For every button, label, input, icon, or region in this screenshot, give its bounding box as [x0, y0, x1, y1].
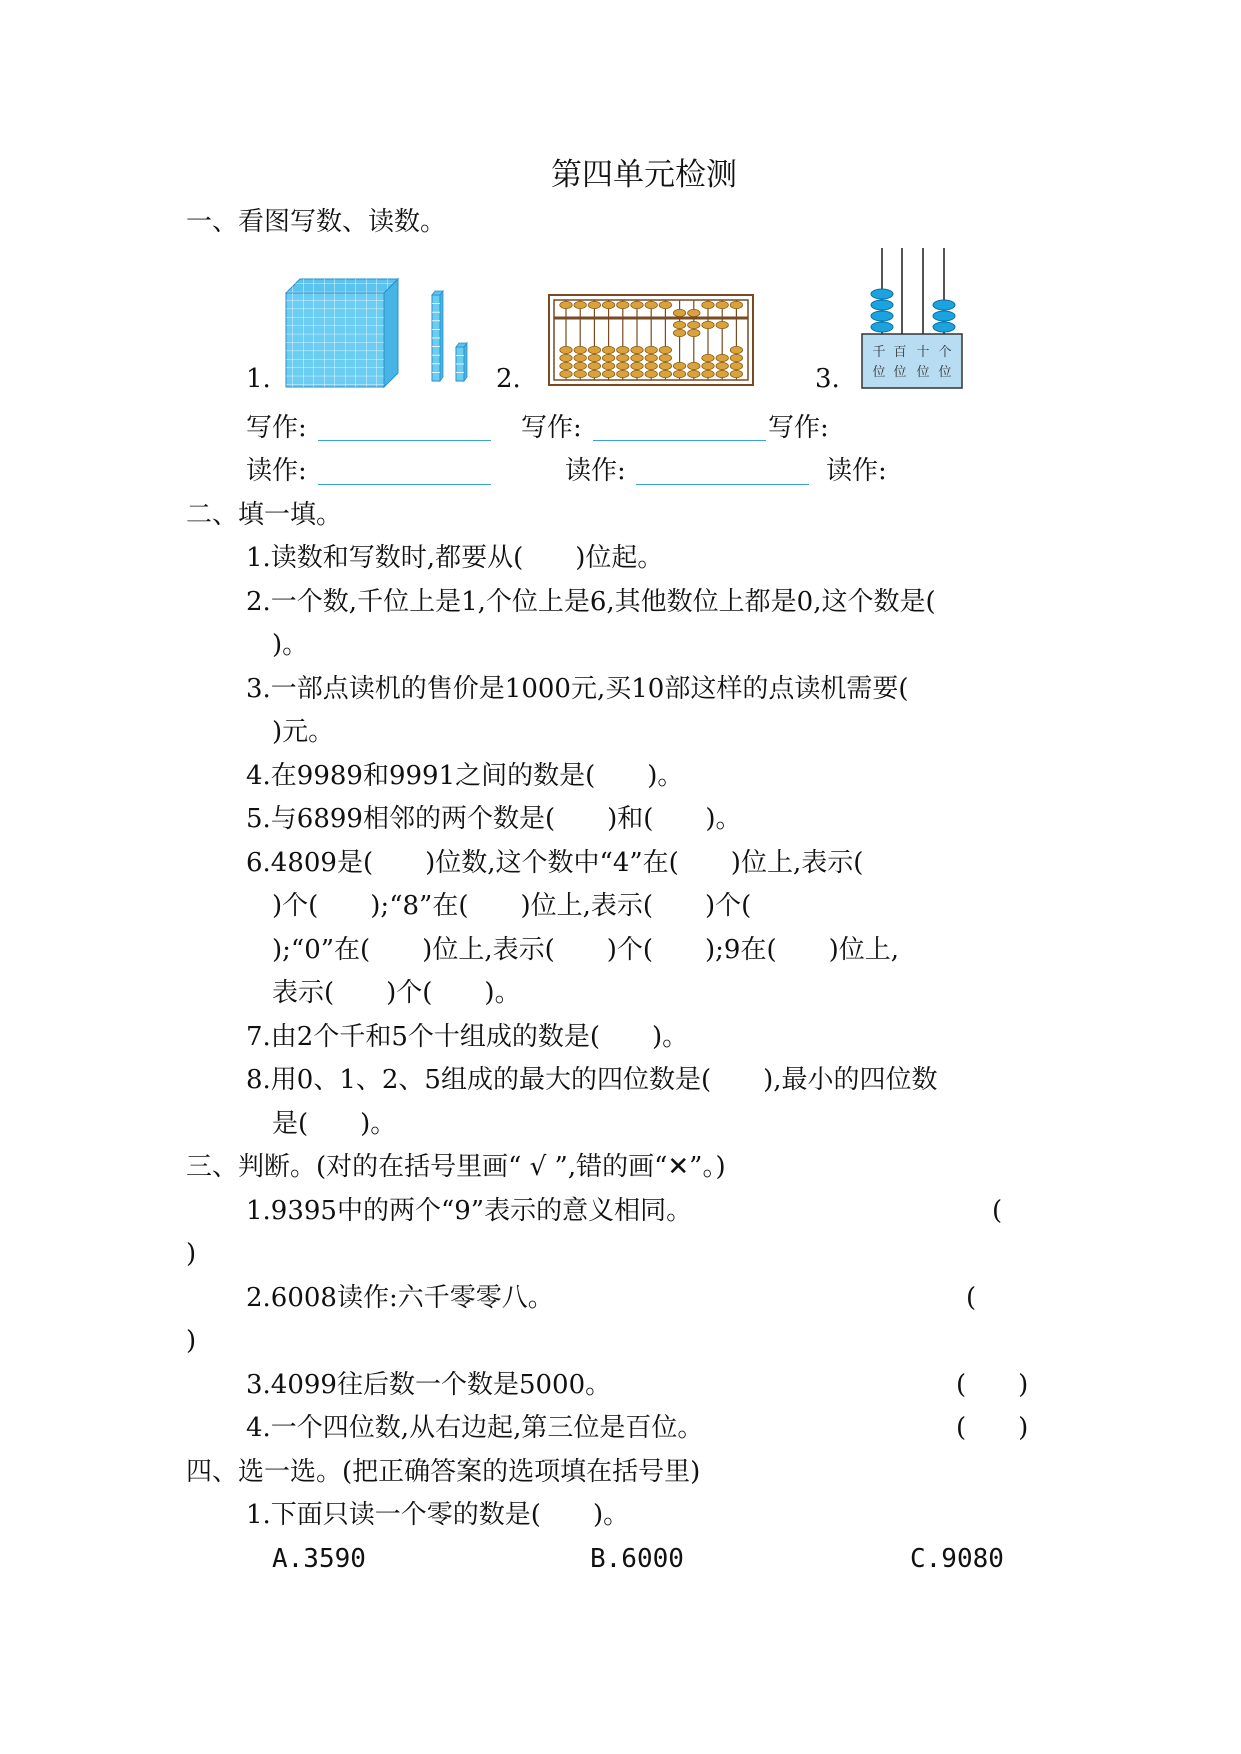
abacus-bead — [574, 346, 586, 353]
abacus-bead — [645, 362, 657, 369]
fill-q2-cont: )。 — [272, 630, 309, 660]
read-label-3: 读作: — [826, 456, 887, 486]
abacus-bead — [645, 346, 657, 353]
abacus-bead — [730, 346, 742, 353]
abacus-bead — [588, 354, 600, 361]
write-label-2: 写作: — [521, 413, 582, 443]
abacus-bead — [673, 362, 685, 369]
abacus-bead — [617, 362, 629, 369]
abacus-bead — [688, 329, 700, 336]
page-title: 第四单元检测 — [551, 157, 737, 193]
abacus-bead — [560, 346, 572, 353]
judge-q1: 1.9395中的两个“9”表示的意义相同。 — [246, 1196, 693, 1226]
figure-3-label: 3. — [815, 364, 840, 394]
abacus-bead — [574, 362, 586, 369]
abacus-bead — [617, 354, 629, 361]
figure-1-label: 1. — [246, 364, 271, 394]
judge-q3-paren[interactable]: ( ) — [956, 1370, 1029, 1400]
place-ones: 个 — [938, 345, 952, 360]
fill-q6-cont-3: 表示( )个( )。 — [272, 978, 521, 1008]
abacus-bead — [730, 354, 742, 361]
abacus-bead — [645, 354, 657, 361]
abacus-bead — [688, 309, 700, 316]
place-suffix-2: 位 — [893, 365, 907, 380]
fill-q2: 2.一个数,千位上是1,个位上是6,其他数位上都是0,这个数是( — [246, 587, 936, 617]
abacus-bead — [588, 301, 600, 308]
abacus-bead — [730, 370, 742, 377]
abacus-bead — [673, 321, 685, 328]
abacus-bead — [673, 329, 685, 336]
fill-q4: 4.在9989和9991之间的数是( )。 — [246, 761, 684, 791]
judge-q1-paren-close: ) — [186, 1239, 197, 1269]
fill-q3-cont: )元。 — [272, 717, 335, 747]
abacus-bead — [574, 301, 586, 308]
abacus-bead — [588, 370, 600, 377]
place-hundreds: 百 — [893, 345, 907, 360]
abacus-bead — [574, 354, 586, 361]
abacus-bead — [631, 362, 643, 369]
read-label-2: 读作: — [565, 456, 626, 486]
abacus-bead — [702, 354, 714, 361]
abacus-bead — [560, 354, 572, 361]
abacus-bead — [645, 301, 657, 308]
place-thousands: 千 — [872, 345, 886, 360]
fill-q6-cont-2: );“0”在( )位上,表示( )个( );9在( )位上, — [272, 935, 900, 965]
option-a[interactable]: A.3590 — [272, 1544, 366, 1574]
judge-q1-paren-open[interactable]: ( — [992, 1196, 1003, 1226]
abacus-bead — [716, 362, 728, 369]
write-answer-line-1[interactable] — [318, 440, 491, 441]
section-4-heading: 四、选一选。(把正确答案的选项填在括号里) — [186, 1457, 701, 1487]
fill-q3: 3.一部点读机的售价是1000元,买10部这样的点读机需要( — [246, 674, 909, 704]
abacus-bead — [730, 362, 742, 369]
option-b[interactable]: B.6000 — [590, 1544, 684, 1574]
judge-q4: 4.一个四位数,从右边起,第三位是百位。 — [246, 1413, 704, 1443]
abacus-bead — [631, 370, 643, 377]
abacus-bead — [688, 321, 700, 328]
section-1-heading: 一、看图写数、读数。 — [186, 207, 447, 237]
abacus-bead — [617, 370, 629, 377]
judge-q2-paren-open[interactable]: ( — [966, 1283, 977, 1313]
abacus-bead — [659, 301, 671, 308]
base-ten-blocks-figure — [282, 275, 472, 390]
fill-q7: 7.由2个千和5个十组成的数是( )。 — [246, 1022, 689, 1052]
write-label-3: 写作: — [768, 413, 829, 443]
abacus-bead — [659, 370, 671, 377]
place-tens: 十 — [916, 345, 930, 360]
option-c[interactable]: C.9080 — [910, 1544, 1004, 1574]
read-answer-line-1[interactable] — [318, 484, 491, 485]
fill-q8-cont: 是( )。 — [272, 1109, 397, 1139]
abacus-bead — [617, 346, 629, 353]
abacus-bead — [560, 370, 572, 377]
abacus-bead — [673, 370, 685, 377]
fill-q8: 8.用0、1、2、5组成的最大的四位数是( ),最小的四位数 — [246, 1065, 938, 1095]
fill-q1: 1.读数和写数时,都要从( )位起。 — [246, 543, 664, 573]
write-answer-line-2[interactable] — [593, 440, 766, 441]
abacus-bead — [659, 354, 671, 361]
abacus-bead — [617, 301, 629, 308]
abacus-bead — [631, 346, 643, 353]
abacus-bead — [588, 346, 600, 353]
judge-q2: 2.6008读作:六千零零八。 — [246, 1283, 554, 1313]
abacus-bead — [702, 301, 714, 308]
abacus-bead — [602, 346, 614, 353]
section-2-heading: 二、填一填。 — [186, 500, 343, 530]
abacus-bead — [631, 301, 643, 308]
abacus-bead — [702, 362, 714, 369]
counting-frame-figure — [860, 244, 966, 390]
abacus-bead — [702, 321, 714, 328]
abacus-bead — [673, 309, 685, 316]
fill-q6-cont-1: )个( );“8”在( )位上,表示( )个( — [272, 891, 752, 921]
abacus-bead — [645, 370, 657, 377]
read-answer-line-2[interactable] — [636, 484, 809, 485]
abacus-bead — [602, 354, 614, 361]
abacus-bead — [659, 362, 671, 369]
abacus-bead — [659, 346, 671, 353]
place-suffix-3: 位 — [916, 365, 930, 380]
judge-q4-paren[interactable]: ( ) — [956, 1413, 1029, 1443]
fill-q5: 5.与6899相邻的两个数是( )和( )。 — [246, 804, 742, 834]
abacus-bead — [730, 301, 742, 308]
abacus-bead — [688, 370, 700, 377]
read-label-1: 读作: — [246, 456, 307, 486]
abacus-bead — [631, 354, 643, 361]
abacus-bead — [716, 354, 728, 361]
write-label-1: 写作: — [246, 413, 307, 443]
abacus-bead — [602, 301, 614, 308]
abacus-bead — [560, 362, 572, 369]
abacus-bead — [560, 301, 572, 308]
section-3-heading: 三、判断。(对的在括号里画“ √ ”,错的画“✕”。) — [186, 1152, 726, 1182]
abacus-bead — [716, 301, 728, 308]
abacus-bead — [588, 362, 600, 369]
abacus-figure — [548, 294, 754, 386]
judge-q3: 3.4099往后数一个数是5000。 — [246, 1370, 612, 1400]
place-suffix-4: 位 — [938, 365, 952, 380]
abacus-bead — [602, 362, 614, 369]
abacus-bead — [574, 370, 586, 377]
place-suffix-1: 位 — [872, 365, 886, 380]
abacus-bead — [702, 370, 714, 377]
figure-2-label: 2. — [496, 364, 521, 394]
abacus-bead — [602, 370, 614, 377]
fill-q6: 6.4809是( )位数,这个数中“4”在( )位上,表示( — [246, 848, 864, 878]
abacus-bead — [716, 370, 728, 377]
abacus-bead — [688, 362, 700, 369]
choose-q1: 1.下面只读一个零的数是( )。 — [246, 1500, 630, 1530]
abacus-bead — [716, 321, 728, 328]
judge-q2-paren-close: ) — [186, 1326, 197, 1356]
